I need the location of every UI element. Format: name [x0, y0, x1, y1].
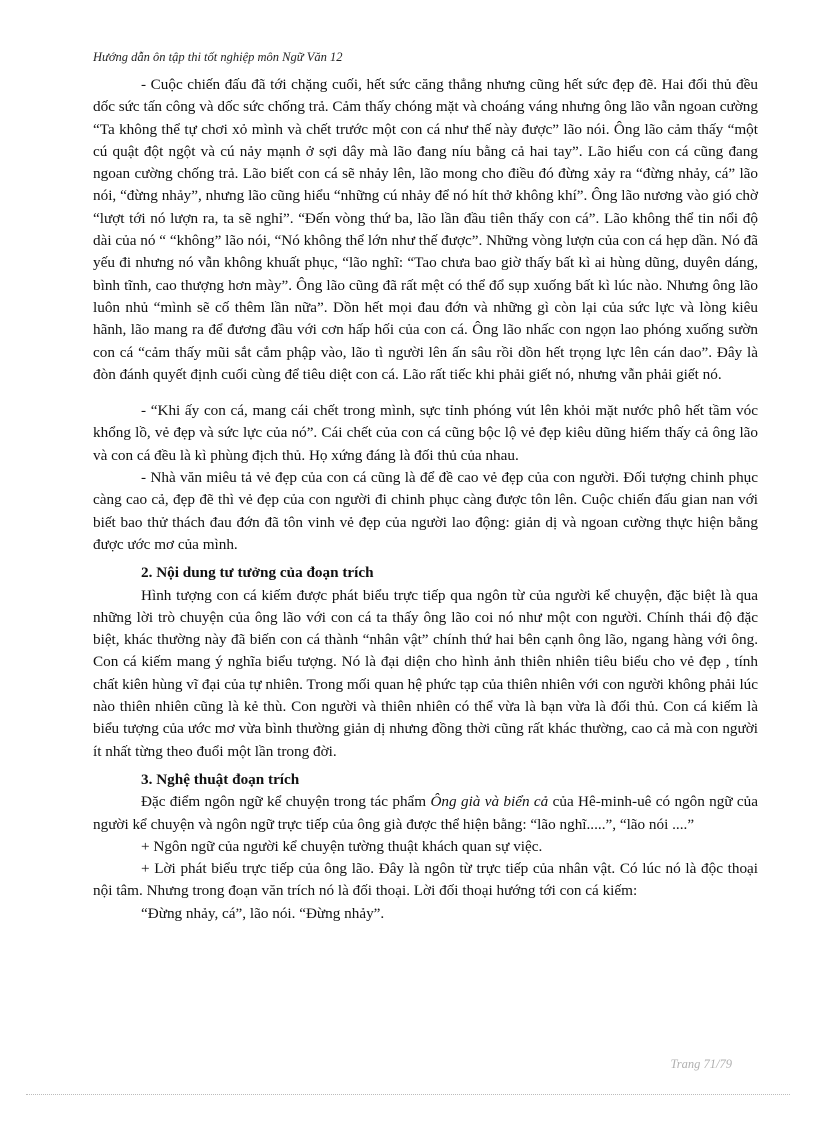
quote-line: “Đừng nhảy, cá”, lão nói. “Đừng nhảy”.	[141, 904, 385, 922]
text-run: của Hê-minh-uê có ngôn ngữ của người kể chuyện và ngôn ngữ trực tiếp của ông già được thể hiện bằng: “lão nghĩ.....”, “lão nói ....”	[93, 793, 759, 833]
work-title: Ông già và biển cả	[430, 793, 549, 811]
footer-divider	[26, 1094, 790, 1095]
paragraph-fish-symbol: Hình tượng con cá kiếm được phát biểu trực tiếp qua ngôn từ của người kể chuyện, đặc biệt là qua những lời trò chuyện của ông lão với con cá ta thấy ông lão coi nó như một con người. Chính thái độ đặc biệt, khác thường này đã biến con cá thành “nhân vật” chính thứ hai bên cạnh ông lão, ngang hàng với ông. Con cá kiếm mang ý nghĩa biểu tượng. Nó là đại diện cho hình ảnh thiên nhiên tiêu biểu cho vẻ đẹp , tính chất kiên hùng vĩ đại của tự nhiên. Trong mối quan hệ phức tạp của thiên nhiên với con người không phải lúc nào thiên nhiên cũng là kẻ thù. Con người và thiên nhiên có thể vừa là bạn vừa là đối thủ. Con cá kiếm là biểu tượng của ước mơ vừa bình thường giản dị nhưng đồng thời cũng rất khác thường, cao cả mà con người ít nhất từng theo đuổi một lần trong đời.	[93, 586, 758, 760]
text-run: Đặc điểm ngôn ngữ kể chuyện trong tác phẩm	[141, 793, 427, 811]
list-item-direct-speech: + Lời phát biểu trực tiếp của ông lão. Đây là ngôn từ trực tiếp của nhân vật. Có lúc nó là độc thoại nội tâm. Nhưng trong đoạn văn trích nó là đối thoại. Lời đối thoại hướng tới con cá kiếm:	[93, 860, 758, 900]
page-header: Hướng dẫn ôn tập thi tốt nghiệp môn Ngữ Văn 12	[93, 50, 343, 64]
document-body	[93, 74, 758, 925]
list-item-narrator: + Ngôn ngữ của người kể chuyện tường thuật khách quan sự việc.	[141, 837, 543, 855]
section-heading-art: 3. Nghệ thuật đoạn trích	[141, 770, 300, 788]
paragraph-human-beauty: - Nhà văn miêu tả vẻ đẹp của con cá cũng là để đề cao vẻ đẹp của con người. Đối tượng chinh phục càng cao cả, đẹp đẽ thì vẻ đẹp của con người đi chinh phục càng được tôn lên. Cuộc chiến đấu gian nan với biết bao thử thách đau đớn đã tôn vinh vẻ đẹp của người lao động: giản dị và ngoan cường thực hiện bằng được ước mơ của mình.	[93, 469, 758, 553]
paragraph-narrative-language	[93, 791, 758, 836]
page-number: Trang 71/79	[670, 1057, 732, 1071]
paragraph-fish-death: - “Khi ấy con cá, mang cái chết trong mình, sực tỉnh phóng vút lên khỏi mặt nước phô hết tầm vóc khổng lồ, vẻ đẹp và sức lực của nó”. Cái chết của con cá cũng bộc lộ vẻ đẹp kiêu dũng hiếm thấy cả ông lão và con cá đều là kì phùng địch thủ. Họ xứng đáng là đối thủ của nhau.	[93, 402, 758, 464]
paragraph-fight-climax: - Cuộc chiến đấu đã tới chặng cuối, hết sức căng thẳng nhưng cũng hết sức đẹp đẽ. Hai đối thủ đều dốc sức tấn công và dốc sức chống trả. Cảm thấy chóng mặt và choáng váng nhưng ông lão vẫn ngoan cường “Ta không thể tự chơi xỏ mình và chết trước một con cá như thế này được” lão nói. Ông lão cảm thấy “một cú quật đột ngột và cú nảy mạnh ở sợi dây mà lão đang níu bằng cả hai tay”. Lão hiểu con cá cũng đang ngoan cường chống trả. Lão biết con cá sẽ nhảy lên, lão mong cho điều đó đừng xảy ra “đừng nhảy, cá” lão nói, “đừng nhảy”, nhưng lão cũng hiểu “những cú nhảy để nó hít thở không khí”. Ông lão nương vào gió chờ “lượt tới nó lượn ra, ta sẽ nghỉ”. “Đến vòng thứ ba, lão lần đầu tiên thấy con cá”. Lão không thể tin nổi độ dài của nó “ “không” lão nói, “Nó không thể lớn như thế được”. Những vòng lượn của con cá hẹp dần. Nó đã yếu đi nhưng nó vẫn không khuất phục, “lão nghĩ: “Tao chưa bao giờ thấy bất kì ai hùng dũng, duyên dáng, bình tĩnh, cao thượng hơn mày”. Ông lão cũng đã rất mệt có thể đổ sụp xuống bất kì lúc nào. Nhưng ông lão luôn nhủ “mình sẽ cố thêm lần nữa”. Dồn hết mọi đau đớn và những gì còn lại của sức lực và lòng kiêu hãnh, lão mang ra để đương đầu với cơn hấp hối của con cá. Ông lão nhấc con ngọn lao phóng xuống sườn con cá “cảm thấy mũi sắt cắm phập vào, lão tì người lên ấn sâu rồi dồn hết trọng lực lên cán dao”. Đây là đòn đánh quyết định cuối cùng để tiêu diệt con cá. Lão rất tiếc khi phải giết nó, nhưng vẫn phải giết nó.	[93, 76, 758, 383]
section-heading-content: 2. Nội dung tư tưởng của đoạn trích	[141, 564, 374, 582]
